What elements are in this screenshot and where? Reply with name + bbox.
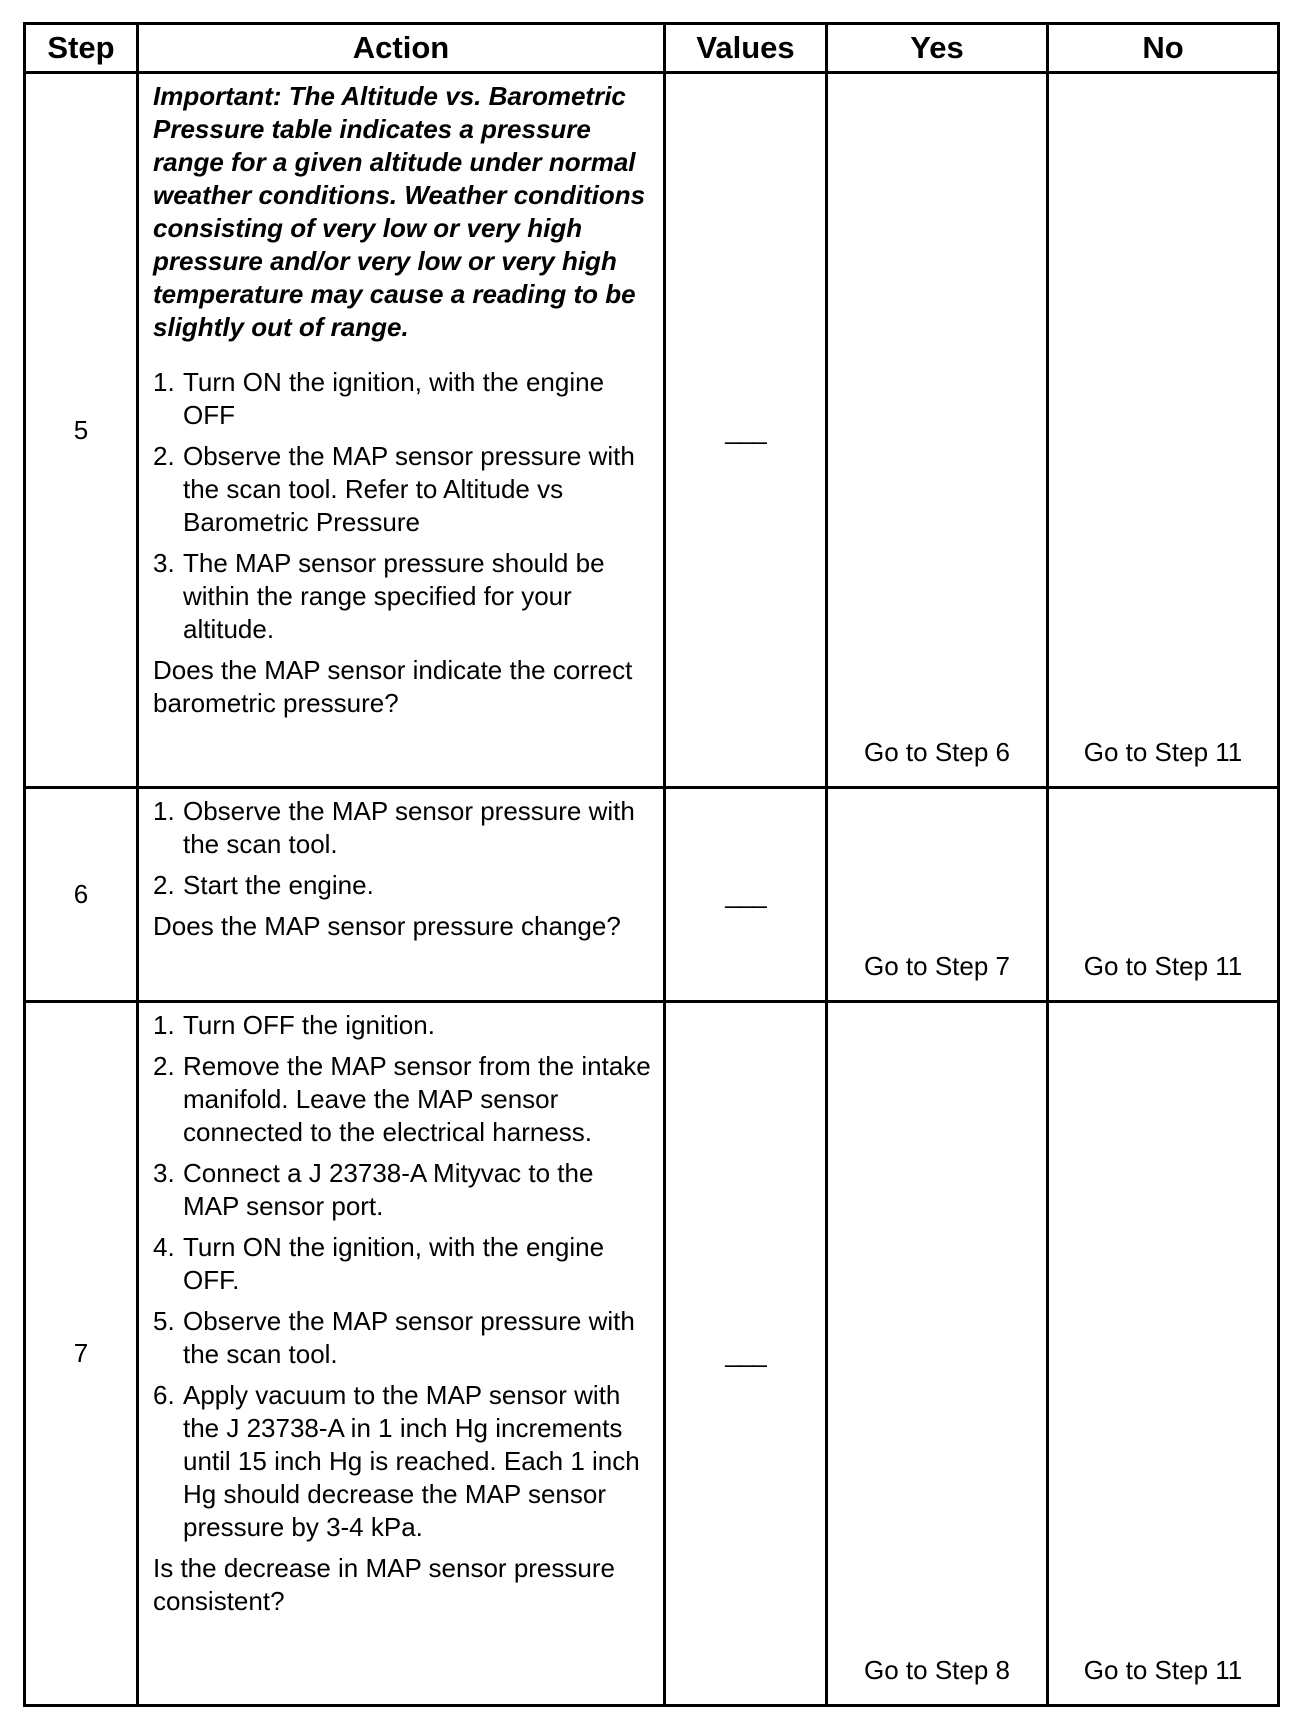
diagnostic-table — [23, 22, 1280, 1707]
list-item: 6. Apply vacuum to the MAP sensor with the J 23738-A in 1 inch Hg increments until 15 inch Hg is reached. Each 1 inch Hg should decrease the MAP sensor pressure by 3-4 kPa. — [153, 1380, 640, 1542]
no-cell: Go to Step 11 — [1048, 73, 1279, 788]
header-action: Action — [138, 24, 665, 73]
table-row-step-5 — [25, 73, 1279, 788]
list-item: 1. Turn OFF the ignition. — [153, 1010, 435, 1040]
header-row — [25, 24, 1279, 73]
action-list — [153, 1009, 651, 1544]
question-text: Does the MAP sensor indicate the correct barometric pressure? — [153, 655, 633, 718]
header-step: Step — [25, 24, 138, 73]
list-item: 2. Observe the MAP sensor pressure with the scan tool. Refer to Altitude vs Barometric Pressure — [153, 441, 635, 537]
step-number: 6 — [25, 788, 138, 1002]
list-item: 4. Turn ON the ignition, with the engine OFF. — [153, 1232, 605, 1295]
list-item: 5. Observe the MAP sensor pressure with the scan tool. — [153, 1306, 635, 1369]
action-cell — [138, 788, 665, 1002]
list-item: 2. Start the engine. — [153, 870, 374, 900]
list-item: 3. The MAP sensor pressure should be within the range specified for your altitude. — [153, 548, 605, 644]
question-text: Does the MAP sensor pressure change? — [153, 911, 621, 941]
important-note: Important: The Altitude vs. Barometric Pressure table indicates a pressure range for a given altitude under normal weather conditions. Weather conditions consisting of very low or very high pressure and/or very low or very high temperature may cause a reading to be slightly out of range. — [153, 81, 646, 342]
yes-cell: Go to Step 8 — [827, 1002, 1048, 1706]
no-cell: Go to Step 11 — [1048, 1002, 1279, 1706]
step-number: 7 — [25, 1002, 138, 1706]
question-text: Is the decrease in MAP sensor pressure consistent? — [153, 1553, 615, 1616]
values-cell — [665, 1002, 827, 1706]
values-dash: ___ — [725, 879, 766, 909]
list-item: 3. Connect a J 23738-A Mityvac to the MAP sensor port. — [153, 1158, 594, 1221]
values-cell — [665, 788, 827, 1002]
values-dash: ___ — [725, 414, 766, 445]
yes-cell: Go to Step 7 — [827, 788, 1048, 1002]
action-list — [153, 366, 651, 646]
values-cell — [665, 73, 827, 788]
no-cell: Go to Step 11 — [1048, 788, 1279, 1002]
yes-cell: Go to Step 6 — [827, 73, 1048, 788]
header-no: No — [1048, 24, 1279, 73]
values-dash: ___ — [725, 1338, 766, 1368]
header-yes: Yes — [827, 24, 1048, 73]
list-item: 1. Observe the MAP sensor pressure with the scan tool. — [153, 796, 635, 859]
table-row-step-7 — [25, 1002, 1279, 1706]
list-item: 2. Remove the MAP sensor from the intake manifold. Leave the MAP sensor connected to the electrical harness. — [153, 1051, 651, 1147]
step-number: 5 — [25, 73, 138, 788]
table-row-step-6 — [25, 788, 1279, 1002]
action-cell — [138, 73, 665, 788]
list-item: 1. Turn ON the ignition, with the engine OFF — [153, 367, 605, 430]
header-values: Values — [665, 24, 827, 73]
action-cell — [138, 1002, 665, 1706]
action-list — [153, 795, 651, 902]
